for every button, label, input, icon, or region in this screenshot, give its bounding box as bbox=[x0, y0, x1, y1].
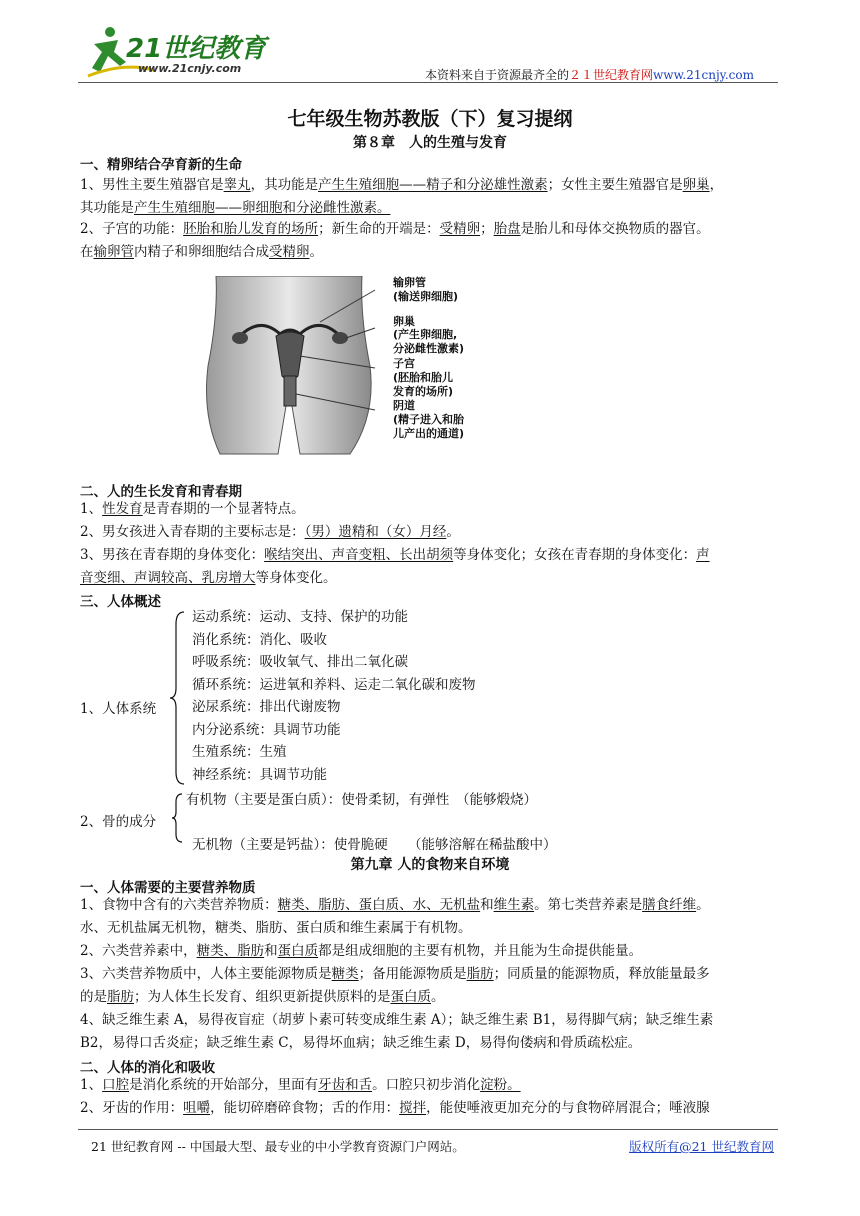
list-item: 循环系统：运进氧和养料、运走二氧化碳和废物 bbox=[192, 676, 476, 693]
bone-label: 2、骨的成分 bbox=[80, 814, 157, 830]
list-item: 消化系统：消化、吸收 bbox=[192, 631, 327, 648]
header-divider bbox=[78, 82, 778, 83]
section-heading: 一、人体需要的主要营养物质 bbox=[80, 880, 256, 896]
systems-brace-icon bbox=[168, 610, 188, 786]
chapter9-heading: 第九章 人的食物来自环境 bbox=[350, 857, 510, 873]
logo-url: www.21cnjy.com bbox=[138, 62, 242, 75]
header-url-link[interactable]: www.21cnjy.com bbox=[653, 68, 754, 82]
header-note: 本资料来自于资源最齐全的２１世纪教育网www.21cnjy.com bbox=[425, 68, 754, 82]
list-item: 泌尿系统：排出代谢废物 bbox=[192, 699, 341, 715]
paragraph: 1、性发育是青春期的一个显著特点。 2、男女孩进入青春期的主要标志是：（男）遗精和（女）月经。 3、男孩在青春期的身体变化：喉结突出、声音变粗、长出胡须等身体变化；女孩在青春期的身体变化：声 音变细、声调较高、乳房增大等身体变化。 bbox=[80, 501, 710, 586]
list-item: 生殖系统：生殖 bbox=[192, 744, 287, 760]
paragraph: 1、食物中含有的六类营养物质：糖类、脂肪、蛋白质、水、无机盐和维生素。第七类营养素是膳食纤维。 水、无机盐属无机物，糖类、脂肪、蛋白质和维生素属于有机物。 2、六类营养素中，糖类、脂肪和蛋白质都是组成细胞的主要有机物，并且能为生命提供能量。 3、六类营养物质中，人体主要能源物质是糖类；备用能源物质是脂肪；同质量的能源物质，释放能量最多 的是脂肪；为人体生长发育、组织更新提供原料的是蛋白质。 4、缺乏维生素 A，易得夜盲症（胡萝卜素可转变成维生素 A）；缺乏维生素 B1，易得脚气病；缺乏维生素 B2，易得口舌炎症；缺乏维生素 C，易得坏血病；缺乏维生素 D，易得佝偻病和骨质疏松症。 bbox=[80, 897, 714, 1051]
list-item: 内分泌系统：具调节功能 bbox=[192, 721, 341, 738]
section-heading: 二、人的生长发育和青春期 bbox=[80, 484, 242, 500]
site-logo bbox=[84, 22, 284, 82]
systems-label: 1、人体系统 bbox=[80, 701, 157, 717]
list-item: 呼吸系统：吸收氧气、排出二氧化碳 bbox=[192, 654, 408, 670]
section-heading: 一、精卵结合孕育新的生命 bbox=[80, 157, 242, 173]
chapter8-heading: 第８章 人的生殖与发育 bbox=[353, 135, 507, 151]
bone-item: 无机物（主要是钙盐）：使骨脆硬 （能够溶解在稀盐酸中） bbox=[192, 837, 557, 853]
section-heading: 三、人体概述 bbox=[80, 594, 161, 610]
footer-divider bbox=[78, 1129, 778, 1130]
list-item: 神经系统：具调节功能 bbox=[192, 766, 327, 783]
bone-item: 有机物（主要是蛋白质）：使骨柔韧，有弹性 （能够煅烧） bbox=[186, 792, 537, 808]
bone-brace-icon bbox=[170, 792, 186, 844]
page-title: 七年级生物苏教版（下）复习提纲 bbox=[287, 108, 573, 130]
footer-text: 21 世纪教育网 -- 中国最大型、最专业的中小学教育资源门户网站。 bbox=[91, 1139, 465, 1154]
copyright-link[interactable]: 版权所有@21 世纪教育网 bbox=[629, 1139, 774, 1154]
figure-labels: 输卵管 (输送卵细胞) 卵巢 (产生卵细胞, 分泌雌性激素) 子宫 (胚胎和胎儿 发育的场所) 阴道 (精子进入和胎 儿产出的通道) bbox=[393, 276, 465, 440]
section-heading: 二、人体的消化和吸收 bbox=[80, 1060, 215, 1076]
list-item: 运动系统：运动、支持、保护的功能 bbox=[192, 609, 408, 625]
systems-list bbox=[192, 606, 476, 786]
logo-text: 21世纪教育 bbox=[126, 34, 267, 64]
paragraph: 2、子宫的功能：胚胎和胎儿发育的场所；新生命的开端是：受精卵；胎盘是胎儿和母体交换物质的器官。 在输卵管内精子和卵细胞结合成受精卵。 bbox=[80, 221, 710, 260]
paragraph: 1、男性主要生殖器官是睾丸，其功能是产生生殖细胞——精子和分泌雄性激素；女性主要生殖器官是卵巢， 其功能是产生生殖细胞——卵细胞和分泌雌性激素。 bbox=[80, 177, 724, 216]
paragraph: 1、口腔是消化系统的开始部分，里面有牙齿和舌。口腔只初步消化淀粉。 2、牙齿的作用：咀嚼，能切碎磨碎食物；舌的作用：搅拌，能使唾液更加充分的与食物碎屑混合；唾液腺 bbox=[80, 1077, 710, 1116]
